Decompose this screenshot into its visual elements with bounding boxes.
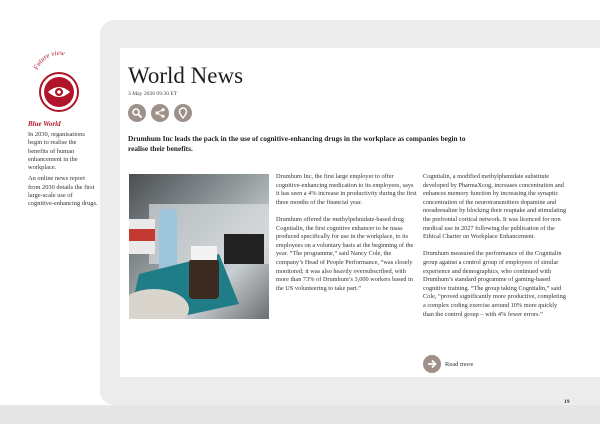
article-paragraph: Drumhum measured the performance of the Cognitalin group against a control group of employees of similar experience and demographics, who continued with Drumhum’s standard programme of gaming-based cognitive training. “The group taking Cognitalin,” said Cole, “proved significantly more productive, completing a complex coding exercise around 10% more quickly than the control group – with 4% fewer errors.” (423, 250, 566, 318)
article-lead: Drumhum Inc leads the pack in the use of cognitive-enhancing drugs in the workplace as companies begin to realise their benefits. (128, 134, 466, 153)
article-column-1 (276, 173, 418, 293)
sidebar (28, 48, 98, 209)
article-paragraph: Drumhum offered the methylpehnidate-based drug Cognitalin, the first cognitive enhancer to be mass produced specifically for use in the workplace, to its employees on a voluntary basis at the beginning of the year. “The programme,” said Nancy Cole, the company’s Head of People Performance, “was closely monitored; it was also heavily oversubscribed, with more than 73% of Drumhum’s 3,000 workers based in the US volunteering to take part.” (276, 215, 414, 292)
page-title: World News (128, 63, 244, 88)
search-icon[interactable] (128, 104, 146, 122)
article-photo (129, 174, 269, 319)
scenario-label: Blue World (28, 120, 61, 128)
device-base (0, 405, 600, 424)
location-pin-icon[interactable] (174, 104, 192, 122)
page-number: 19 (564, 399, 570, 405)
read-more-label: Read more (445, 360, 474, 368)
future-view-badge (28, 48, 88, 118)
article-paragraph: Drumhum Inc, the first large employer to offer cognitive-enhancing medication to its employees, says it has seen a 4% increase in productivity during the first three months of the financial year. (276, 173, 417, 206)
sidebar-text: In 2030, organisations begin to realise the benefits of human enhancement in the workplace. (28, 131, 85, 172)
read-more-link[interactable] (423, 355, 473, 373)
sidebar-text: An online news report from 2030 details the first large-scale use of cognitive-enhancing drugs. (28, 175, 98, 208)
article-paragraph: Cognitalin, a modified methylphenidate substitute developed by PharmaXcog, increases concentration and enhances memory function by increasing the synaptic concentration of the neurotransmitters dopamine and noradrenaline by blocking their reuptake and stimulating the prefrontal cortical network. It was licenced for non medical use in 2027 following the publication of the Ethical Charter on Workplace Enhancement. (423, 173, 567, 241)
article-column-2 (423, 173, 568, 319)
eye-icon (28, 48, 90, 120)
svg-text:Future view: Future view (31, 48, 66, 71)
timestamp: 3 May 2030 09.30 ET (128, 91, 178, 97)
share-icon[interactable] (151, 104, 169, 122)
arrow-right-icon (423, 355, 441, 373)
